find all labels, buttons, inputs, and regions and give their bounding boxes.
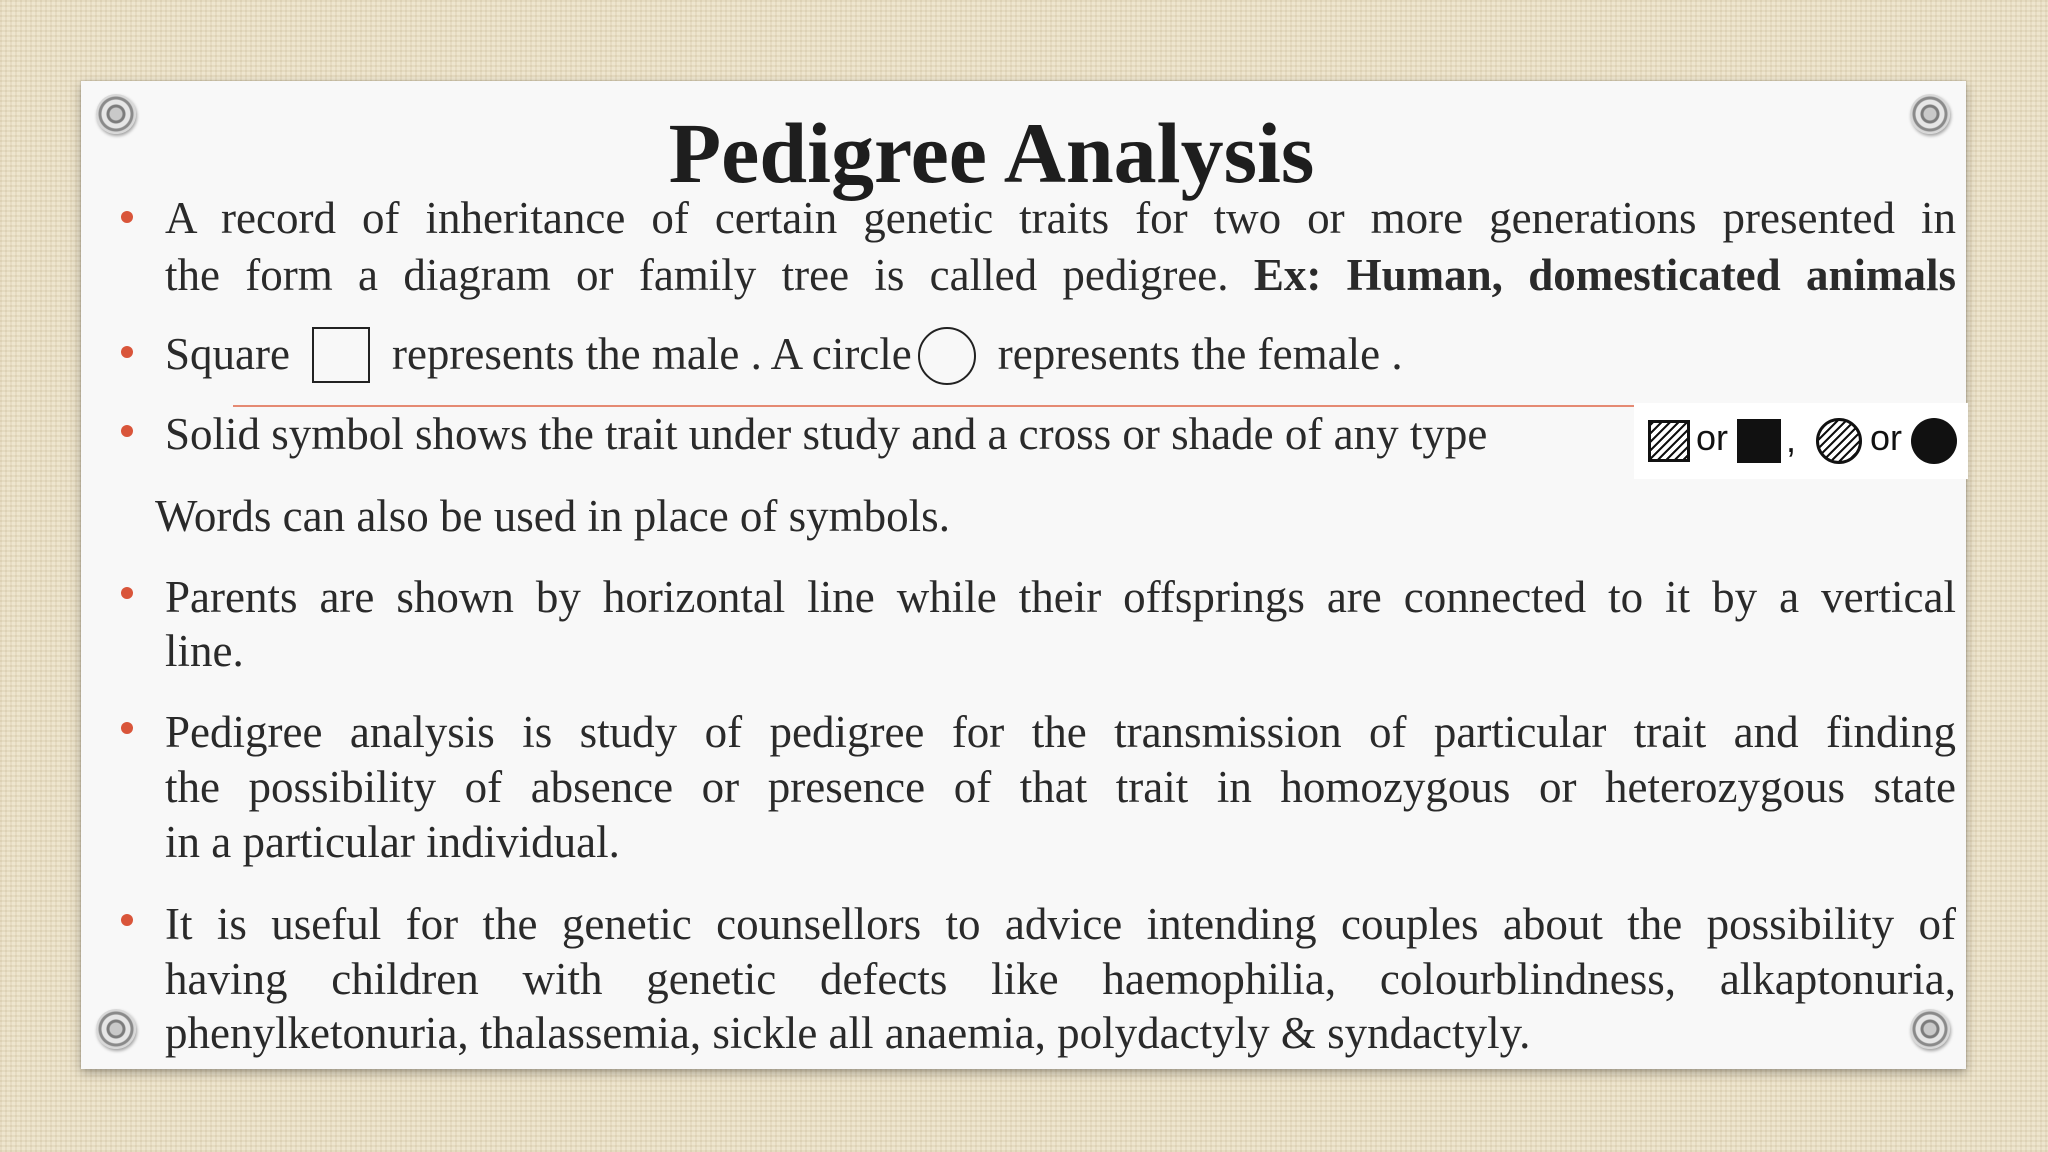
slide-card [81,81,1966,1069]
male-square-icon [312,327,370,383]
legend-or-1: or [1696,417,1729,458]
solid-circle-icon [1911,418,1957,464]
slide-title: Pedigree Analysis [668,105,1315,201]
bullet-marker [121,211,133,223]
bullet-3-line-1: Solid symbol shows the trait under study and a cross or shade of any type [165,409,1488,459]
bullet-5-line-2: the possibility of absence or presence of that trait in homozygous or heterozygous state [165,762,1956,812]
thumbtack-icon [96,1009,136,1049]
solid-square-icon [1737,419,1781,463]
bullet-4-line-2: line. [165,626,244,676]
bullet-1-example: Ex: Human, domesticated animals [1253,250,1957,300]
bullet-marker [121,722,133,734]
male-description: represents the male . A circle [391,329,912,379]
square-label: Square [165,329,290,379]
bullet-6-line-3: phenylketonuria, thalassemia, sickle all anaemia, polydactyly & syndactyly. [165,1008,1531,1058]
bullet-1-line-2 [165,248,1956,303]
bullet-2-line [165,327,1403,385]
bullet-3-line-2: Words can also be used in place of symbols. [155,491,950,541]
legend-comma: , [1786,419,1797,460]
thumbtack-icon [1910,1009,1950,1049]
female-circle-icon [918,327,976,385]
symbol-legend [1634,403,1968,479]
bullet-marker [121,346,133,358]
bullet-1-line-1: A record of inheritance of certain genetic traits for two or more generations presented in [165,193,1956,243]
bullet-5-line-3: in a particular individual. [165,817,620,867]
female-description: represents the female . [997,329,1403,379]
bullet-1-text: the form a diagram or family tree is called pedigree. [165,250,1254,300]
legend-or-2: or [1870,417,1903,458]
hatched-circle-icon [1816,418,1862,464]
bullet-4-line-1: Parents are shown by horizontal line while their offsprings are connected to it by a vertical [165,572,1956,622]
bullet-marker [121,587,133,599]
bullet-6-line-2: having children with genetic defects like haemophilia, colourblindness, alkaptonuria, [165,954,1956,1004]
hatched-square-icon [1648,420,1690,462]
bullet-5-line-1: Pedigree analysis is study of pedigree for the transmission of particular trait and finding [165,707,1956,757]
bullet-marker [121,425,133,437]
bullet-6-line-1: It is useful for the genetic counsellors to advice intending couples about the possibility of [165,899,1956,949]
bullet-marker [121,914,133,926]
